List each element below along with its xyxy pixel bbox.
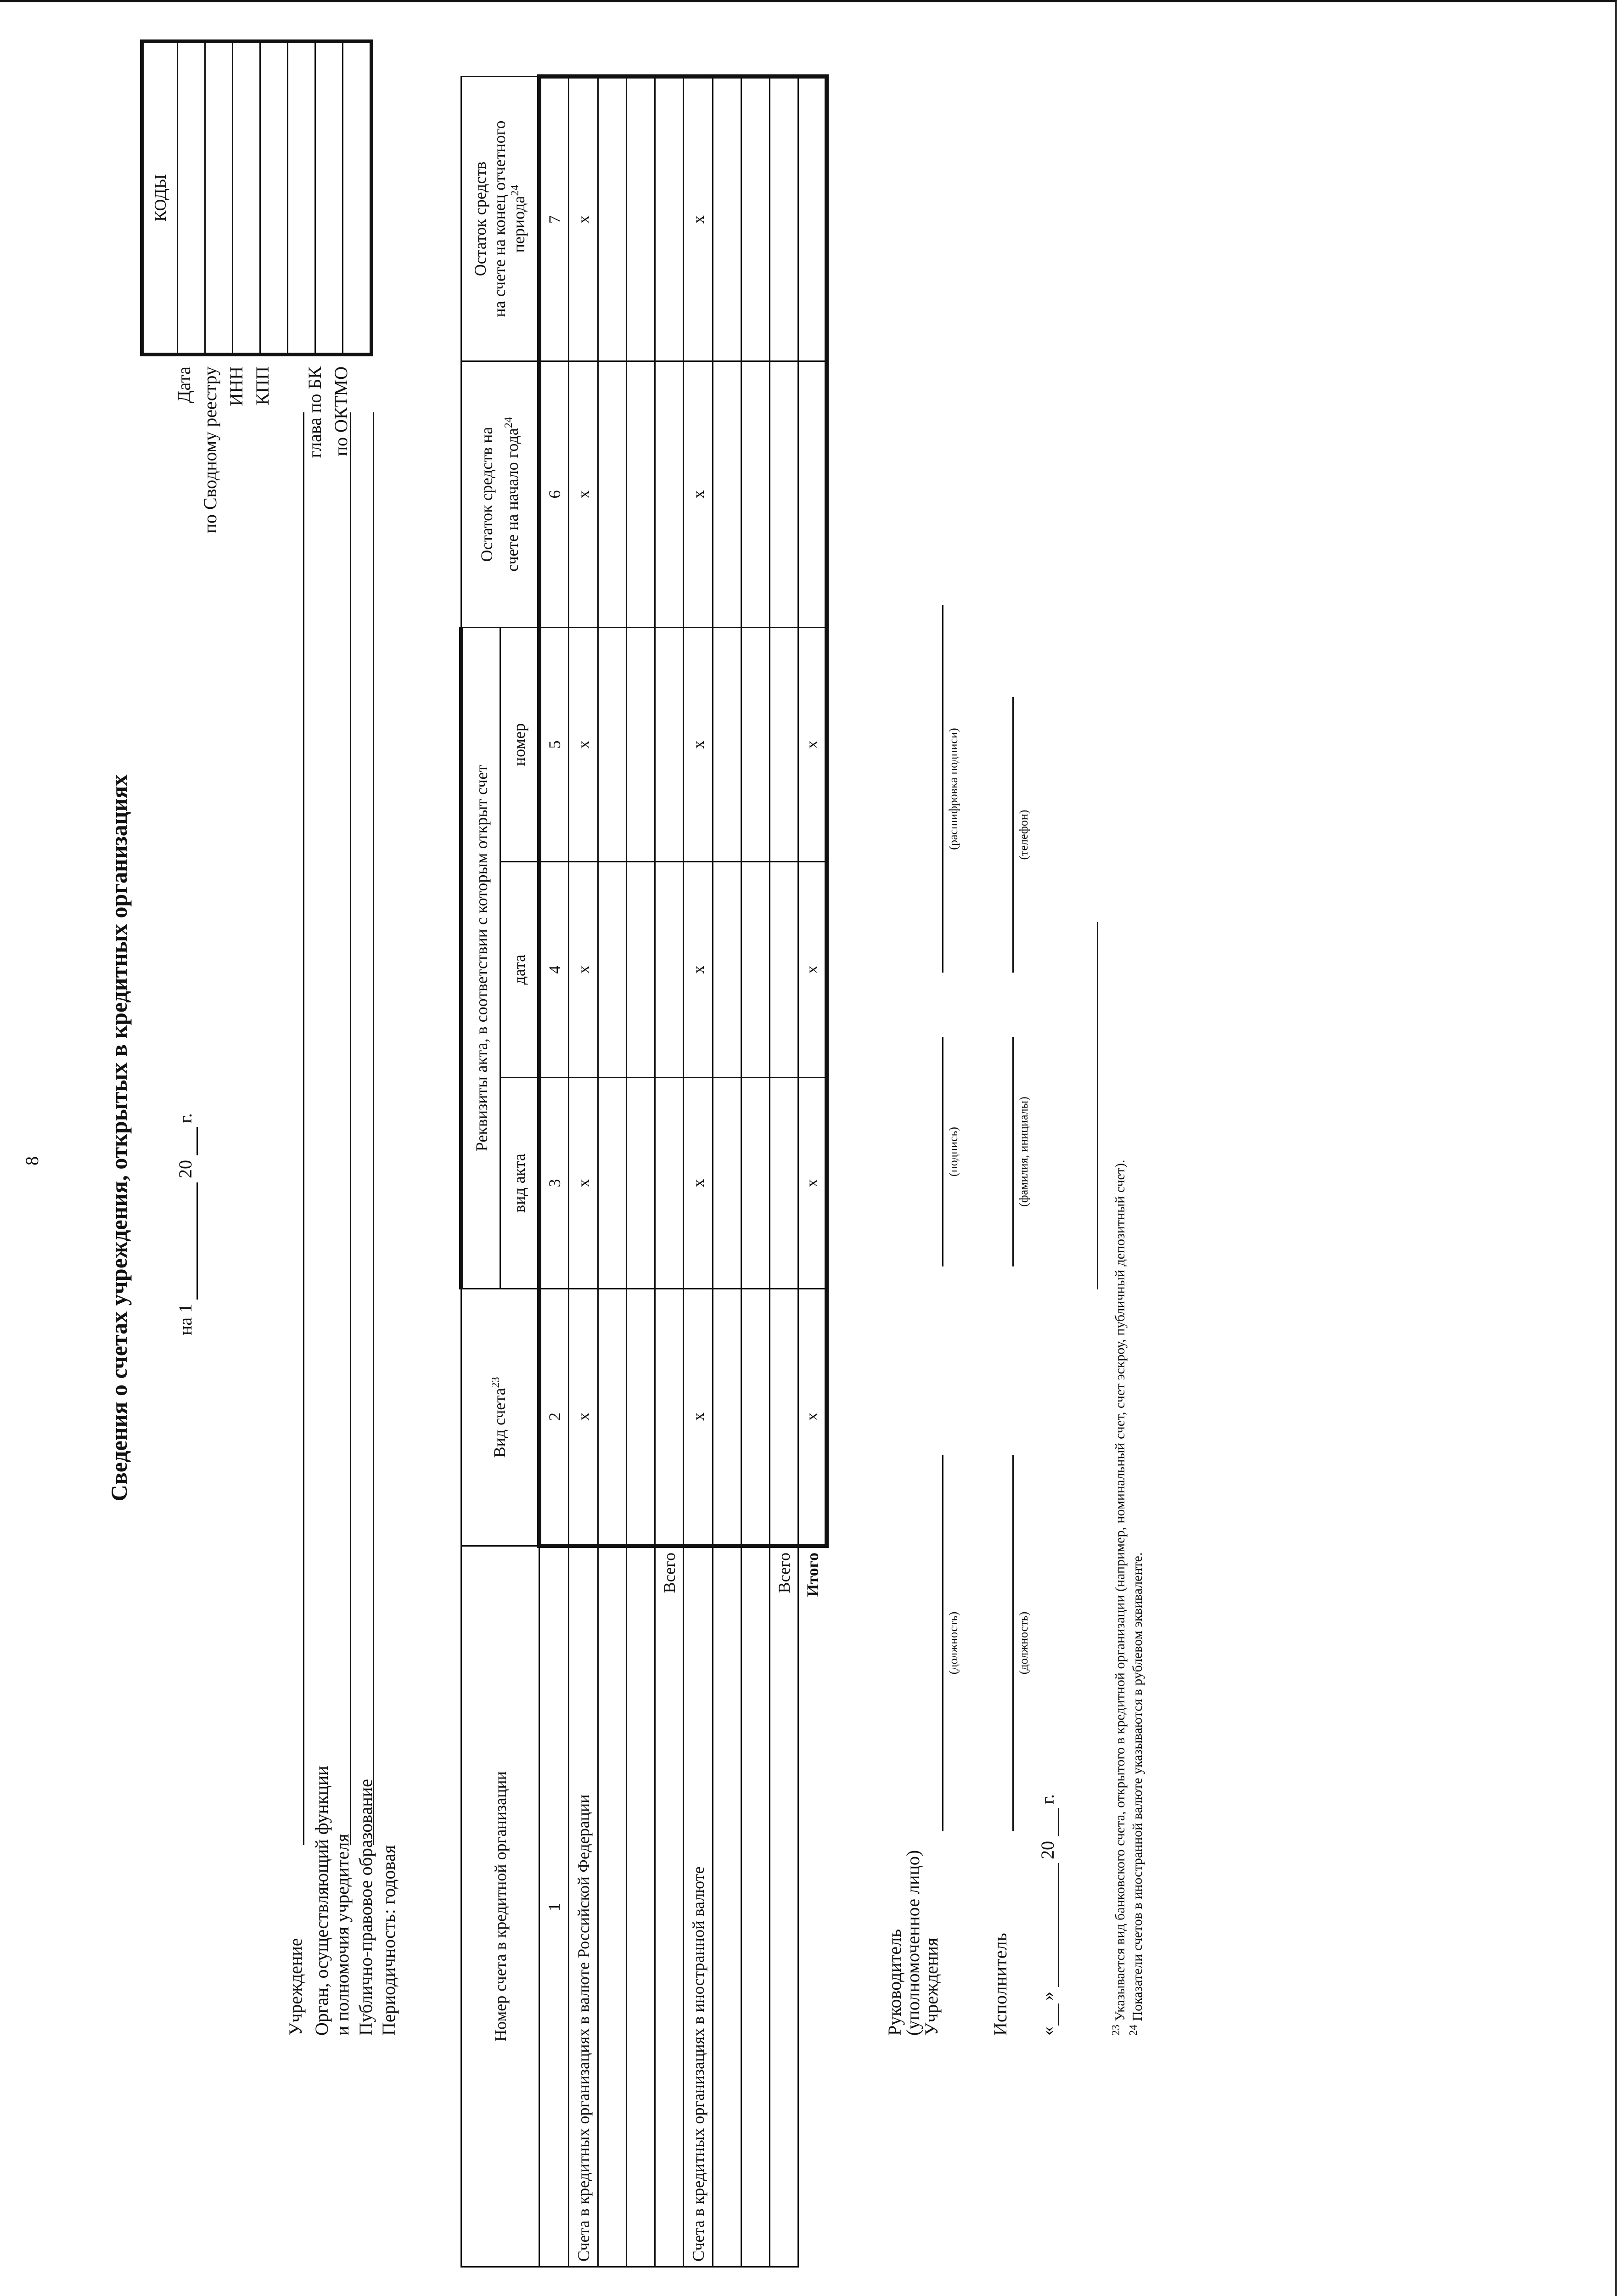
field-organ-line[interactable] xyxy=(350,412,351,1845)
table-cell[interactable] xyxy=(627,627,655,861)
signature-head-label-3: Учреждения xyxy=(921,1937,942,2036)
table-cell[interactable] xyxy=(741,76,770,361)
signature-date-line xyxy=(1037,1714,1064,2036)
table-cell[interactable] xyxy=(770,1078,798,1289)
col-number-2: 2 xyxy=(539,1289,569,1546)
footnote-24 xyxy=(1128,1553,1145,2036)
table-cell[interactable] xyxy=(655,76,684,361)
table-cell[interactable] xyxy=(655,862,684,1078)
col-header-act-date: дата xyxy=(500,862,539,1078)
footnote-ref-23: 23 xyxy=(490,1377,502,1388)
col-number-5: 5 xyxy=(539,627,569,861)
table-cell[interactable] xyxy=(770,1289,798,1546)
footnote-24-number: 24 xyxy=(1128,2025,1140,2036)
table-cell[interactable] xyxy=(741,1546,770,2267)
table-cell[interactable] xyxy=(741,1289,770,1546)
codes-label-glava-bk: глава по БК xyxy=(304,366,325,458)
table-cell[interactable] xyxy=(770,361,798,627)
signature-month-blank[interactable] xyxy=(1058,1863,1059,1987)
codes-label-kpp: КПП xyxy=(252,366,273,405)
code-cell-inn[interactable] xyxy=(233,41,260,355)
code-cell-oktmo[interactable] xyxy=(343,41,372,355)
col-number-6: 6 xyxy=(539,361,569,627)
signature-head-label-2: (уполномоченное лицо) xyxy=(903,1850,923,2036)
field-public-entity-label: Публично-правовое образование xyxy=(355,1779,376,2036)
cell-x: x xyxy=(798,1078,827,1289)
col-header-account-type-text: Вид счета xyxy=(490,1388,509,1458)
section-rub-label: Счета в кредитных организациях в валюте Российской Федерации xyxy=(569,1546,598,2267)
col-header-act-requisites xyxy=(461,627,500,1289)
codes-label-inn: ИНН xyxy=(226,366,247,406)
code-cell-svodny[interactable] xyxy=(205,41,233,355)
executor-name-line[interactable] xyxy=(1012,1037,1014,1266)
date-prefix: на 1 xyxy=(175,1303,196,1335)
executor-phone-line[interactable] xyxy=(1012,697,1014,973)
table-cell[interactable] xyxy=(713,1546,741,2267)
table-cell[interactable] xyxy=(598,627,627,861)
table-cell[interactable] xyxy=(655,627,684,861)
signature-day-blank[interactable] xyxy=(1058,2003,1059,2026)
footnote-separator xyxy=(1097,922,1098,1289)
table-cell[interactable] xyxy=(713,1078,741,1289)
cell-x: x xyxy=(569,1289,598,1546)
cell-x: x xyxy=(684,76,713,361)
signature-head-label-1: Руководитель xyxy=(884,1929,905,2036)
table-cell[interactable] xyxy=(741,627,770,861)
cell-x: x xyxy=(798,862,827,1078)
page-number: 8 xyxy=(22,1156,42,1165)
col-number-3: 3 xyxy=(539,1078,569,1289)
table-cell[interactable] xyxy=(713,627,741,861)
cell-x: x xyxy=(569,76,598,361)
field-periodicity-label: Периодичность: годовая xyxy=(378,1845,399,2036)
table-cell[interactable] xyxy=(598,1078,627,1289)
table-cell[interactable] xyxy=(713,361,741,627)
head-signature-line[interactable] xyxy=(942,1037,943,1266)
table-cell[interactable] xyxy=(741,361,770,627)
head-decoding-caption: (расшифровка подписи) xyxy=(947,728,960,850)
table-row-grand-total xyxy=(798,76,827,2267)
code-cell-date[interactable] xyxy=(178,41,205,355)
date-year-blank xyxy=(197,1127,198,1155)
col-number-1: 1 xyxy=(539,1546,569,2267)
cell-x: x xyxy=(569,627,598,861)
footnote-23-text: Указывается вид банковского счета, открытого в кредитной организации (например, номинальный счет, счет эскроу, публичный депозитный счет). xyxy=(1112,1159,1128,2021)
codes-label-svodny: по Сводному реестру xyxy=(200,366,220,534)
total-fx-label: Всего xyxy=(770,1546,798,2267)
table-cell[interactable] xyxy=(741,1078,770,1289)
signature-year-suffix: г. xyxy=(1037,1794,1058,1804)
table-cell[interactable] xyxy=(770,76,798,361)
date-day-month-blank xyxy=(197,1182,198,1300)
page-title: Сведения о счетах учреждения, открытых в кредитных организациях xyxy=(106,774,132,1502)
field-public-entity-line[interactable] xyxy=(373,412,374,1845)
table-cell[interactable] xyxy=(713,862,741,1078)
signature-year-blank[interactable] xyxy=(1058,1808,1059,1836)
head-decoding-line[interactable] xyxy=(942,605,943,973)
cell-x: x xyxy=(798,627,827,861)
cell-x: x xyxy=(569,361,598,627)
table-cell[interactable] xyxy=(598,76,627,361)
table-row-total-rub xyxy=(655,76,684,2267)
field-organ-label-2: и полномочия учредителя xyxy=(332,1834,353,2036)
col-header-balance-end-line2: на счете на конец отчетного xyxy=(490,120,509,317)
table-cell[interactable] xyxy=(798,361,827,627)
col-number-7: 7 xyxy=(539,76,569,361)
codes-label-date: Дата xyxy=(174,366,194,403)
code-cell-glava-bk[interactable] xyxy=(315,41,343,355)
col-header-act-type: вид акта xyxy=(500,1078,539,1289)
code-cell-kpp[interactable] xyxy=(260,41,288,355)
table-cell[interactable] xyxy=(713,76,741,361)
cell-x: x xyxy=(684,361,713,627)
table-cell[interactable] xyxy=(598,1289,627,1546)
head-position-line[interactable] xyxy=(942,1455,943,1831)
table-cell[interactable] xyxy=(713,1289,741,1546)
codes-label-oktmo: по ОКТМО xyxy=(331,366,351,456)
section-fx-label: Счета в кредитных организациях в иностранной валюте xyxy=(684,1546,713,2267)
table-cell[interactable] xyxy=(598,1546,627,2267)
col-header-account-type xyxy=(461,1289,539,1546)
footnote-ref-24b: 24 xyxy=(509,185,521,196)
cell-x: x xyxy=(569,1078,598,1289)
table-cell[interactable] xyxy=(598,361,627,627)
head-position-caption: (должность) xyxy=(947,1611,960,1675)
cell-x: x xyxy=(684,1289,713,1546)
codes-table xyxy=(140,39,373,356)
executor-phone-caption: (телефон) xyxy=(1017,810,1030,860)
col-header-act-number: номер xyxy=(500,627,539,861)
executor-position-caption: (должность) xyxy=(1017,1611,1030,1675)
cell-x: x xyxy=(684,862,713,1078)
grand-total-label: Итого xyxy=(803,1553,822,1597)
footnote-ref-24a: 24 xyxy=(503,417,515,428)
table-cell[interactable] xyxy=(655,1078,684,1289)
table-row-section-fx xyxy=(684,76,713,2267)
table-cell[interactable] xyxy=(798,76,827,361)
column-numbers-row xyxy=(539,76,569,2267)
table-row[interactable] xyxy=(741,76,770,2267)
table-cell[interactable] xyxy=(627,1546,655,2267)
total-rub-label: Всего xyxy=(655,1546,684,2267)
footnote-24-text: Показатели счетов в иностранной валюте указываются в рублевом эквиваленте. xyxy=(1130,1552,1145,2021)
table-cell[interactable] xyxy=(770,627,798,861)
codes-header: КОДЫ xyxy=(142,41,178,355)
cell-x: x xyxy=(569,862,598,1078)
table-cell[interactable] xyxy=(598,862,627,1078)
col-header-account-number xyxy=(461,1546,539,2267)
table-cell[interactable] xyxy=(655,1289,684,1546)
date-year-prefix: 20 xyxy=(175,1160,196,1178)
footnote-23-number: 23 xyxy=(1110,2025,1122,2036)
col-header-act-requisites-text: Реквизиты акта, в соответствии с которым открыт счет xyxy=(472,765,491,1152)
table-cell[interactable] xyxy=(627,862,655,1078)
executor-name-caption: (фамилия, инициалы) xyxy=(1017,1097,1030,1207)
field-organ-label-1: Орган, осуществляющий функции xyxy=(311,1766,332,2036)
table-row[interactable] xyxy=(598,76,627,2267)
date-quote-close: » xyxy=(1037,1992,1058,2001)
col-header-account-number-text: Номер счета в кредитной организации xyxy=(491,1771,510,2042)
signature-executor-label: Исполнитель xyxy=(990,1933,1011,2036)
table-cell[interactable] xyxy=(655,361,684,627)
cell-x: x xyxy=(684,1078,713,1289)
date-year-suffix: г. xyxy=(175,1113,196,1123)
table-row[interactable] xyxy=(627,76,655,2267)
field-institution-label: Учреждение xyxy=(285,1938,306,2036)
col-header-balance-start-text: Остаток средств на счете на начало года xyxy=(477,427,522,572)
accounts-table xyxy=(459,74,829,2268)
col-header-balance-end-line1: Остаток средств xyxy=(471,161,489,276)
col-header-balance-end-line3: периода xyxy=(510,196,528,253)
cell-x: x xyxy=(684,627,713,861)
date-quote-open: « xyxy=(1037,2026,1058,2036)
cell-x: x xyxy=(798,1289,827,1546)
table-cell[interactable] xyxy=(741,862,770,1078)
executor-position-line[interactable] xyxy=(1012,1455,1014,1831)
table-row[interactable] xyxy=(713,76,741,2267)
table-row-section-rub xyxy=(569,76,598,2267)
code-cell-empty[interactable] xyxy=(288,41,315,355)
table-cell[interactable] xyxy=(627,1289,655,1546)
head-signature-caption: (подпись) xyxy=(947,1127,960,1176)
col-number-4: 4 xyxy=(539,862,569,1078)
table-cell[interactable] xyxy=(627,1078,655,1289)
field-institution-line[interactable] xyxy=(303,412,304,1845)
report-date-line xyxy=(174,1014,202,1335)
col-header-balance-end xyxy=(461,76,539,361)
table-cell[interactable] xyxy=(627,76,655,361)
table-cell[interactable] xyxy=(770,862,798,1078)
table-cell[interactable] xyxy=(627,361,655,627)
footnote-23 xyxy=(1110,1160,1128,2036)
col-header-balance-start xyxy=(461,361,539,627)
table-row-total-fx xyxy=(770,76,798,2267)
signature-year-prefix: 20 xyxy=(1037,1841,1058,1859)
